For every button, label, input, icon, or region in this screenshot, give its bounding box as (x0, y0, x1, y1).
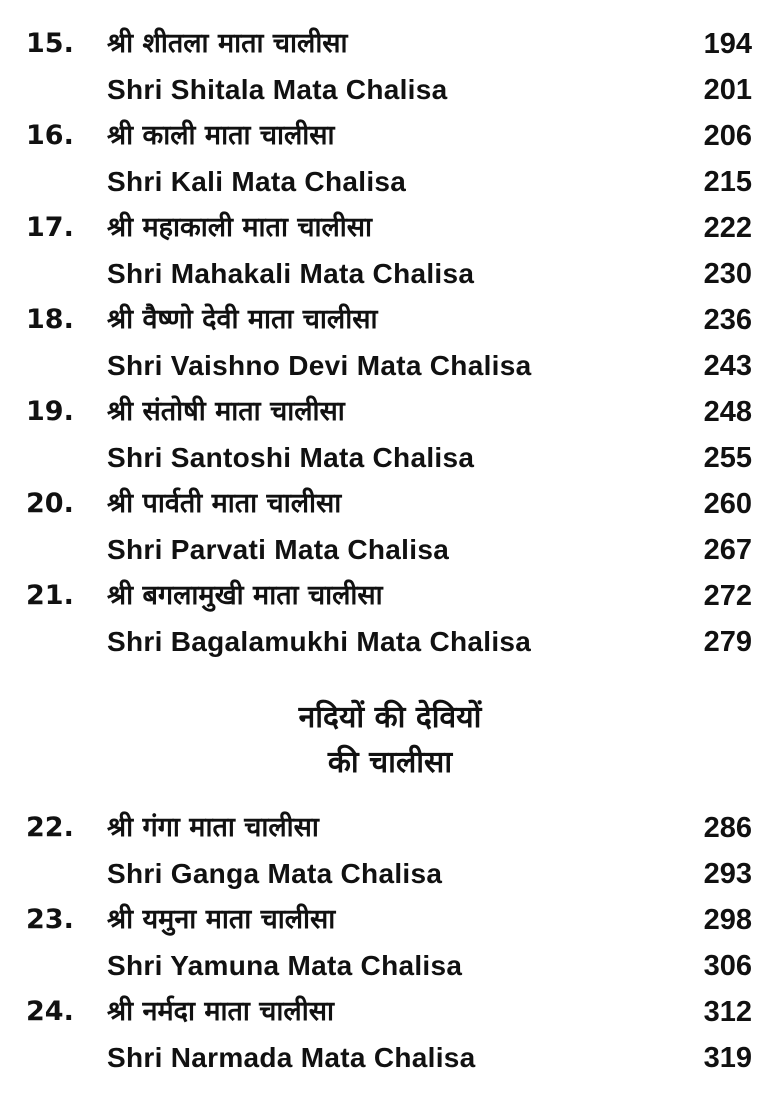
toc-entry-english[interactable] (0, 435, 780, 481)
page-number: 279 (703, 626, 752, 658)
toc-entry-hindi[interactable] (0, 21, 780, 67)
toc-entry-hindi[interactable] (0, 205, 780, 251)
entry-title-hindi: श्री शीतला माता चालीसा (107, 28, 348, 59)
entry-number: 22. (26, 812, 74, 843)
page-number: 298 (703, 904, 752, 936)
entry-title-english: Shri Ganga Mata Chalisa (107, 858, 443, 889)
page-number: 272 (703, 580, 752, 612)
page-number: 215 (703, 166, 752, 198)
page-number: 194 (703, 28, 752, 60)
entry-title-english: Shri Bagalamukhi Mata Chalisa (107, 626, 532, 657)
page-number: 306 (703, 950, 752, 982)
toc-entry-english[interactable] (0, 159, 780, 205)
toc-entry-english[interactable] (0, 527, 780, 573)
page-number: 230 (703, 258, 752, 290)
entry-title-english: Shri Parvati Mata Chalisa (107, 534, 450, 565)
entry-title-english: Shri Shitala Mata Chalisa (107, 74, 448, 105)
entry-title-hindi: श्री पार्वती माता चालीसा (107, 488, 342, 519)
toc-section-2 (0, 805, 780, 1081)
page-number: 293 (703, 858, 752, 890)
entry-title-hindi: श्री यमुना माता चालीसा (107, 904, 336, 935)
page-number: 236 (703, 304, 752, 336)
toc-entry-english[interactable] (0, 851, 780, 897)
entry-number: 24. (26, 996, 74, 1027)
toc-entry-english[interactable] (0, 67, 780, 113)
entry-title-hindi: श्री गंगा माता चालीसा (107, 812, 319, 843)
toc-entry-hindi[interactable] (0, 297, 780, 343)
page-number: 319 (703, 1042, 752, 1074)
page-number: 201 (703, 74, 752, 106)
entry-number: 23. (26, 904, 74, 935)
entry-title-english: Shri Mahakali Mata Chalisa (107, 258, 475, 289)
entry-title-english: Shri Santoshi Mata Chalisa (107, 442, 475, 473)
toc-entry-hindi[interactable] (0, 389, 780, 435)
toc-entry-english[interactable] (0, 251, 780, 297)
toc-entry-english[interactable] (0, 619, 780, 665)
page-number: 312 (703, 996, 752, 1028)
toc-entry-hindi[interactable] (0, 989, 780, 1035)
entry-number: 16. (26, 120, 74, 151)
toc-entry-hindi[interactable] (0, 113, 780, 159)
entry-number: 20. (26, 488, 74, 519)
entry-title-hindi: श्री संतोषी माता चालीसा (107, 396, 345, 427)
toc-section-1 (0, 21, 780, 665)
section-heading-line-2: की चालीसा (327, 745, 453, 780)
page-number: 243 (703, 350, 752, 382)
page-number: 206 (703, 120, 752, 152)
section-heading-line-1: नदियों की देवियों (298, 700, 482, 735)
page-number: 255 (703, 442, 752, 474)
toc-entry-hindi[interactable] (0, 481, 780, 527)
page-number: 222 (703, 212, 752, 244)
toc-entry-english[interactable] (0, 943, 780, 989)
entry-title-hindi: श्री नर्मदा माता चालीसा (107, 996, 334, 1027)
entry-title-english: Shri Kali Mata Chalisa (107, 166, 407, 197)
entry-number: 18. (26, 304, 74, 335)
toc-entry-english[interactable] (0, 343, 780, 389)
entry-number: 17. (26, 212, 74, 243)
page-number: 286 (703, 812, 752, 844)
entry-number: 21. (26, 580, 74, 611)
entry-title-hindi: श्री वैष्णो देवी माता चालीसा (107, 304, 378, 335)
entry-number: 19. (26, 396, 74, 427)
page-number: 267 (703, 534, 752, 566)
toc-entry-hindi[interactable] (0, 897, 780, 943)
entry-title-english: Shri Yamuna Mata Chalisa (107, 950, 463, 981)
page-number: 260 (703, 488, 752, 520)
toc-entry-hindi[interactable] (0, 805, 780, 851)
entry-title-hindi: श्री काली माता चालीसा (107, 120, 335, 151)
entry-title-hindi: श्री बगलामुखी माता चालीसा (107, 580, 383, 611)
entry-title-english: Shri Vaishno Devi Mata Chalisa (107, 350, 532, 381)
toc-entry-hindi[interactable] (0, 573, 780, 619)
entry-number: 15. (26, 28, 74, 59)
page-number: 248 (703, 396, 752, 428)
entry-title-english: Shri Narmada Mata Chalisa (107, 1042, 476, 1073)
entry-title-hindi: श्री महाकाली माता चालीसा (107, 212, 373, 243)
toc-entry-english[interactable] (0, 1035, 780, 1081)
